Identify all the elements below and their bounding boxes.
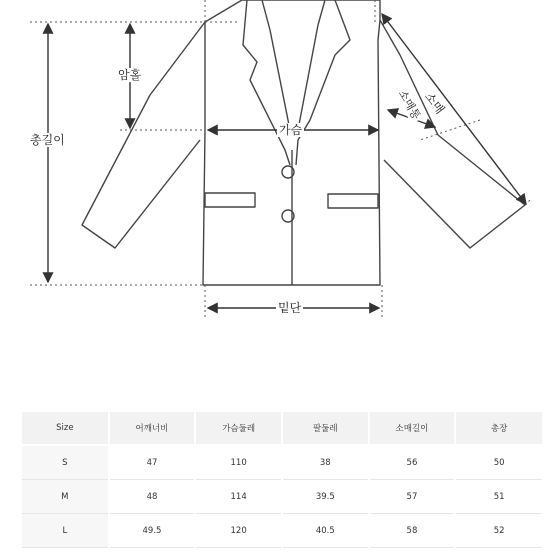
table-cell: 58 xyxy=(369,514,456,548)
dimension-arrows xyxy=(48,14,526,308)
table-row xyxy=(22,514,542,548)
size-table-header-row xyxy=(22,412,542,445)
sleeve-label: 소매 xyxy=(422,89,448,117)
header-shoulder-width: 어깨너비 xyxy=(109,412,196,445)
total-length-label: 총길이 xyxy=(30,133,65,147)
table-cell: 114 xyxy=(195,480,282,514)
guide-lines xyxy=(30,0,530,318)
size-cell: S xyxy=(22,445,109,480)
table-cell: 47 xyxy=(109,445,196,480)
table-cell: 38 xyxy=(282,445,369,480)
hem-label: 밑단 xyxy=(278,301,302,315)
header-total-length: 총장 xyxy=(455,412,542,445)
jacket-outline xyxy=(82,0,525,285)
table-row xyxy=(22,480,542,514)
table-cell: 49.5 xyxy=(109,514,196,548)
size-cell: M xyxy=(22,480,109,514)
armhole-label: 암홀 xyxy=(118,68,142,82)
table-cell: 50 xyxy=(455,445,542,480)
table-cell: 40.5 xyxy=(282,514,369,548)
table-cell: 56 xyxy=(369,445,456,480)
table-cell: 51 xyxy=(455,480,542,514)
size-cell: L xyxy=(22,514,109,548)
header-sleeve-length: 소매길이 xyxy=(369,412,456,445)
sleeve-opening-label: 소매통 xyxy=(394,86,424,124)
header-arm: 팔둘레 xyxy=(282,412,369,445)
size-table xyxy=(22,412,542,548)
table-cell: 110 xyxy=(195,445,282,480)
table-cell: 39.5 xyxy=(282,480,369,514)
table-cell: 52 xyxy=(455,514,542,548)
header-chest: 가슴둘레 xyxy=(195,412,282,445)
size-table-container xyxy=(22,412,542,548)
table-cell: 120 xyxy=(195,514,282,548)
table-cell: 57 xyxy=(369,480,456,514)
chest-label: 가슴 xyxy=(279,123,303,137)
table-row xyxy=(22,445,542,480)
table-cell: 48 xyxy=(109,480,196,514)
header-size: Size xyxy=(22,412,109,445)
